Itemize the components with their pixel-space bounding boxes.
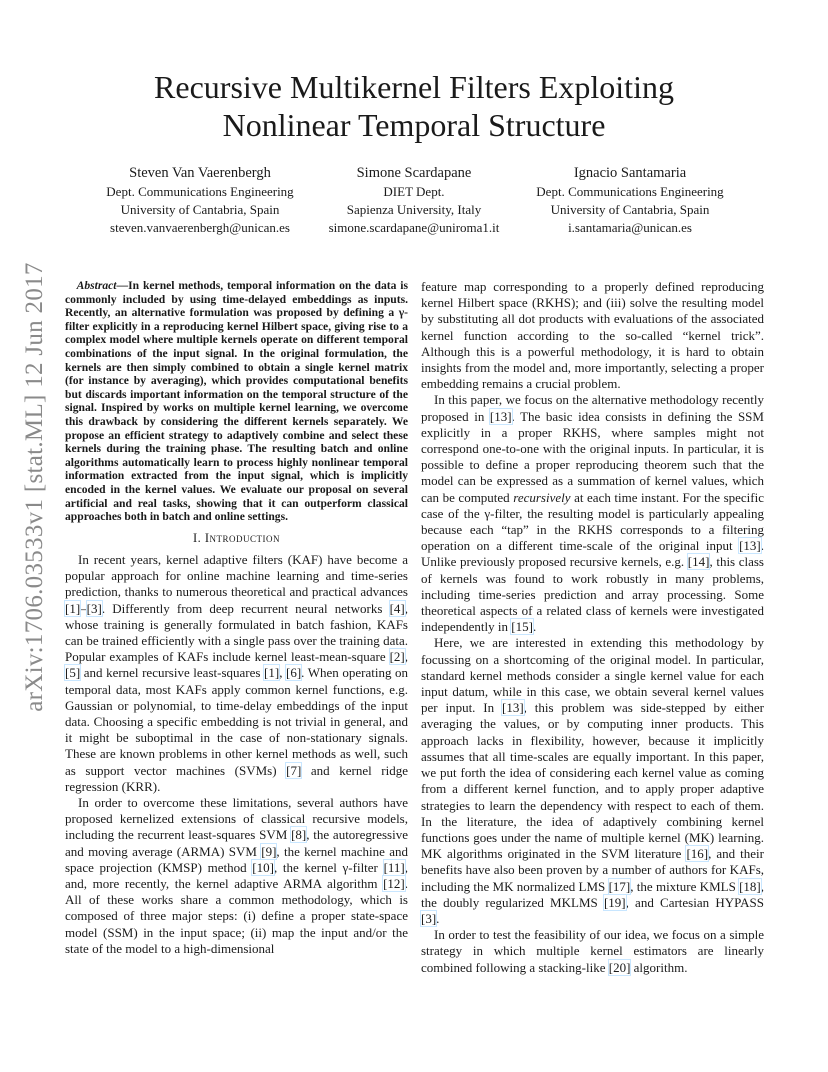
- citation-link[interactable]: [1]: [65, 600, 81, 616]
- author-dept: Dept. Communications Engineering: [106, 184, 294, 199]
- citation-link[interactable]: [19]: [603, 894, 626, 910]
- paragraph: In recent years, kernel adaptive filters (KAF) have become a popular approach for online machine learning and time-series prediction, thanks to numerous theoretical and practical advances [1]–[3]. Differently from deep recurrent neural networks [4], whose training is generally formulated in batch fashion, KAFs can be trained efficiently with a single pass over the training data. Popular examples of KAFs include kernel least-mean-square [2], [5] and kernel recursive least-squares [1], [6]. When operating on temporal data, most KAFs apply common kernel functions, e.g. Gaussian or polynomial, to time-delay embeddings of the input data. Choosing a specific embedding is not trivial in general, and it might be suboptimal in the case of non-stationary signals. These are known problems in other kernel methods as well, such as support vector machines (SVMs) [7] and kernel ridge regression (KRR).: [65, 551, 409, 794]
- author-1: [80, 164, 320, 237]
- citation-link[interactable]: [16]: [686, 846, 709, 862]
- author-dept: Dept. Communications Engineering: [536, 184, 724, 199]
- paragraph: In order to overcome these limitations, several authors have proposed kernelized extensions of classical recursive models, including the recurrent least-squares SVM [8], the autoregressive and moving average (ARMA) SVM [9], the kernel machine and space projection (KMSP) method [10], the kernel γ-filter [11], and, more recently, the kernel adaptive ARMA algorithm [12]. All of these works share a common methodology, which is composed of three major steps: (i) define a proper state-space model (SSM) in the input space; (ii) map the input and/or the state of the model to a high-dimensional: [65, 794, 409, 956]
- citation-link[interactable]: [4]: [389, 600, 405, 616]
- author-name: Steven Van Vaerenbergh: [129, 165, 271, 181]
- author-block: [80, 164, 748, 236]
- citation-link[interactable]: [15]: [511, 619, 533, 635]
- paper-title: [80, 68, 748, 144]
- title-line-1: Recursive Multikernel Filters Exploiting: [154, 69, 674, 105]
- citation-link[interactable]: [13]: [502, 700, 524, 716]
- author-institution: Sapienza University, Italy: [346, 202, 482, 217]
- citation-link[interactable]: [6]: [286, 665, 302, 681]
- author-institution: University of Cantabria, Spain: [120, 202, 280, 217]
- citation-link[interactable]: [7]: [286, 762, 302, 778]
- author-name: Ignacio Santamaria: [573, 165, 687, 181]
- paragraph: In order to test the feasibility of our idea, we focus on a simple strategy in which multiple kernel estimators are linearly combined following a stacking-like [20] algorithm.: [421, 927, 764, 975]
- author-3: [510, 164, 750, 237]
- citation-link[interactable]: [2]: [389, 649, 405, 665]
- citation-link[interactable]: [10]: [252, 859, 274, 875]
- citation-link[interactable]: [13]: [739, 538, 761, 554]
- arxiv-sidebar: [10, 262, 60, 712]
- emphasis: recursively: [513, 489, 571, 505]
- title-line-2: Nonlinear Temporal Structure: [222, 107, 606, 143]
- citation-link[interactable]: [5]: [65, 665, 81, 681]
- citation-link[interactable]: [1]: [264, 665, 280, 681]
- citation-link[interactable]: [11]: [383, 859, 405, 875]
- citation-link[interactable]: [14]: [687, 554, 710, 570]
- abstract: [65, 279, 408, 524]
- citation-link[interactable]: [9]: [261, 843, 277, 859]
- citation-link[interactable]: [8]: [291, 827, 307, 843]
- paragraph: feature map corresponding to a properly defined reproducing kernel Hilbert space (RKHS); and (iii) solve the resulting model by substituting all dot products with evaluations of the associated kernel function according to the so-called “kernel trick”. Although this is a powerful methodology, it is hard to obtain insights from the model and, more importantly, selecting a proper embedding remains a crucial problem.: [421, 279, 764, 392]
- abstract-label: Abstract: [76, 279, 117, 292]
- abstract-text: —In kernel methods, temporal information on the data is commonly included by using time-delayed embeddings as inputs. Recently, an alternative formulation was proposed by defining a γ-filter explicitly in a reproducing kernel Hilbert space, giving rise to a complex model where multiple kernels operate on different temporal combinations of the input signal. In the original formulation, the kernels are then simply combined to obtain a single kernel matrix (for instance by averaging), which provides computational benefits but discards important information on the temporal structure of the signal. Inspired by works on multiple kernel learning, we overcome this drawback by considering the different kernels separately. We propose an efficient strategy to adaptively combine and select these kernels during the training phase. The resulting batch and online algorithms automatically learn to process highly nonlinear temporal information extracted from the input signal, which is implicitly encoded in the kernel values. We evaluate our proposal on several artificial and real tasks, showing that it can outperform classical approaches both in batch and online settings.: [65, 279, 408, 524]
- right-column: [421, 279, 764, 976]
- author-dept: DIET Dept.: [383, 184, 445, 199]
- author-name: Simone Scardapane: [356, 165, 472, 181]
- author-email[interactable]: steven.vanvaerenbergh@unican.es: [110, 220, 290, 235]
- citation-link[interactable]: [20]: [608, 959, 631, 975]
- citation-link[interactable]: [3]: [421, 910, 437, 926]
- citation-link[interactable]: [13]: [489, 408, 512, 424]
- citation-link[interactable]: [17]: [608, 878, 631, 894]
- section-heading-introduction: I. Introduction: [192, 530, 281, 545]
- left-column: [65, 279, 408, 957]
- author-email[interactable]: i.santamaria@unican.es: [568, 220, 692, 235]
- arxiv-identifier: arXiv:1706.03533v1 [stat.ML] 12 Jun 2017: [21, 262, 48, 712]
- paragraph: Here, we are interested in extending this methodology by focussing on a shortcoming of the original model. In particular, standard kernel methods consider a single kernel value for each input datum, while in this case, we obtain several kernel values per input. In [13], this problem was side-stepped by either averaging the values, or by computing inner products. This approach lacks in flexibility, however, because it implicitly assumes that all time-scales are equally important. In this paper, we put forth the idea of considering each kernel value as coming from a different kernel function, and to apply proper adaptive strategies to learn the dependency with respect to each of them. In the literature, the idea of adaptively combining kernel functions goes under the name of multiple kernel (MK) learning. MK algorithms originated in the SVM literature [16], and their benefits have also been proven by a number of authors for KAFs, including the MK normalized LMS [17], the mixture KMLS [18], the doubly regularized MKLMS [19], and Cartesian HYPASS [3].: [421, 635, 765, 926]
- author-institution: University of Cantabria, Spain: [550, 202, 710, 217]
- citation-link[interactable]: [3]: [86, 600, 102, 616]
- paragraph: In this paper, we focus on the alternative methodology recently proposed in [13]. The basic idea consists in defining the SSM explicitly in a proper RKHS, where samples might not correspond one-to-one with the original inputs. In particular, it is possible to define a proper reproducing theorem such that the model can be expressed as a summation of kernel values, which can be computed recursively at each time instant. For the specific case of the γ-filter, the resulting model is particularly appealing because each “tap” in the RKHS corresponds to a filtering operation on a different time-scale of the original input [13]. Unlike previously proposed recursive kernels, e.g. [14], this class of kernels was found to work robustly in many problems, including time-series prediction and array processing. Some theoretical aspects of a related class of kernels were investigated independently in [15].: [421, 392, 764, 635]
- author-email[interactable]: simone.scardapane@uniroma1.it: [328, 220, 500, 235]
- author-2: [294, 164, 534, 237]
- citation-link[interactable]: [18]: [739, 878, 761, 894]
- citation-link[interactable]: [12]: [383, 875, 405, 891]
